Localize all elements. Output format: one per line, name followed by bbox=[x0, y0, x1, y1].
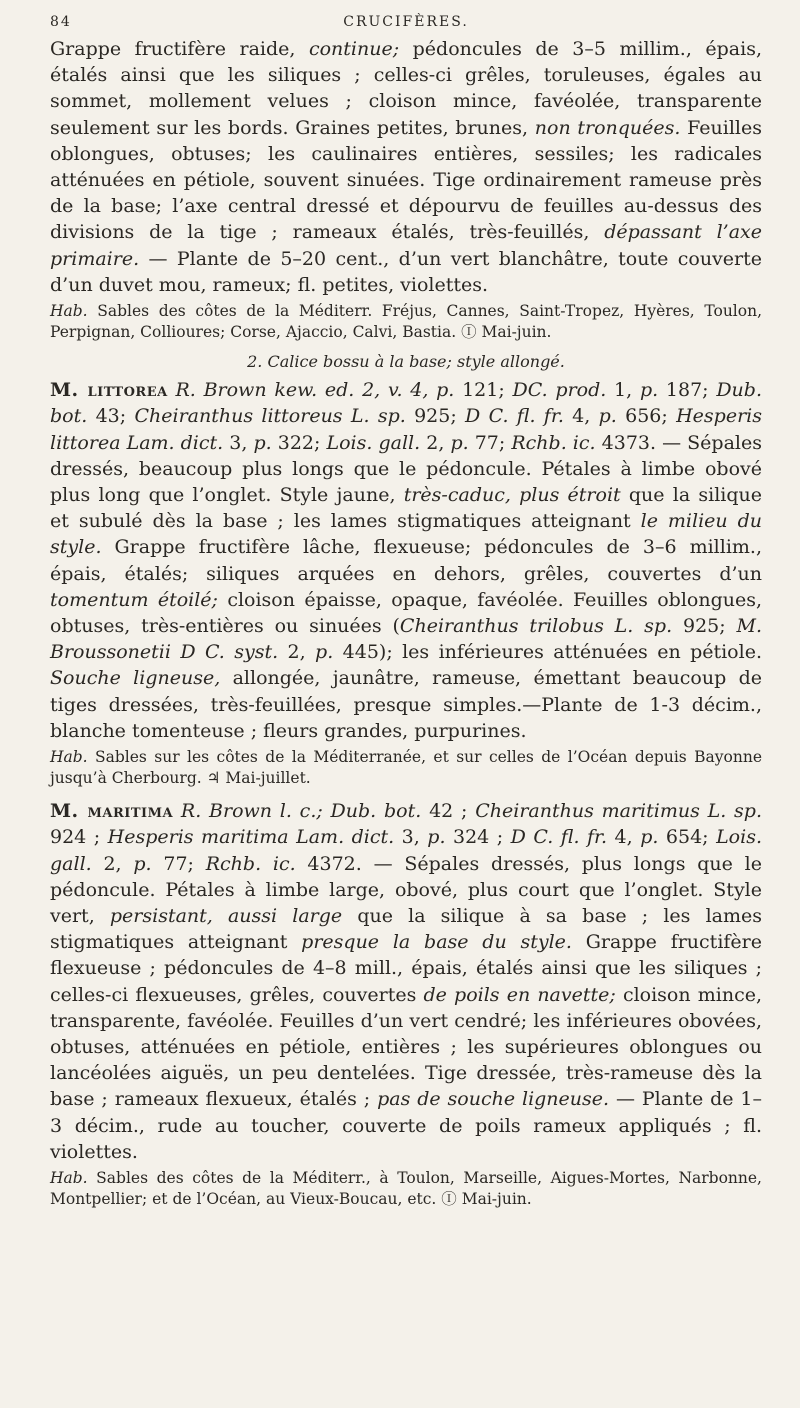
habitat-3: Hab. Sables des côtes de la Méditerr., à Toulon, Marseille, Aigues-Mortes, Narbonne, Montpellier; et de l’Océan, au Vieux-Boucau, etc. Ⓘ Mai-juin. bbox=[50, 1169, 762, 1208]
page-number: 84 bbox=[50, 14, 72, 30]
section-subheading: 2. Calice bossu à la base; style allongé. bbox=[247, 352, 565, 372]
species-name: maritima bbox=[87, 800, 174, 823]
species-entry-littorea: M. littorea R. Brown kew. ed. 2, v. 4, p. 121; DC. prod. 1, p. 187; Dub. bot. 43; Cheiranthus littoreus L. sp. 925; D C. fl. fr. 4, p. 656; Hesperis littorea Lam. dict. 3, p. 322; Lois. gall. 2, p. 77; Rchb. ic. 4373. — Sépales dressés, beaucoup plus longs que le pédoncule. Pétales à limbe obové plus long que l’onglet. Style jaune, très-caduc, plus étroit que la silique et subulé dès la base ; les lames stigmatiques atteignant le milieu du style. Grappe fructifère lâche, flexueuse; pédoncules de 3–6 millim., épais, étalés; siliques arquées en dehors, grêles, couvertes d’un tomentum étoilé; cloison épaisse, opaque, favéolée. Feuilles oblongues, obtuses, très-entières ou sinuées (Cheiranthus trilobus L. sp. 925; M. Broussonetii D C. syst. 2, p. 445); les inférieures atténuées en pétiole. Souche ligneuse, allongée, jaunâtre, rameuse, émettant beaucoup de tiges dressées, très-feuillées, presque simples.—Plante de 1-3 décim., blanche tomenteuse ; fleurs grandes, purpurines. bbox=[50, 379, 763, 742]
species-entry-maritima: M. maritima R. Brown l. c.; Dub. bot. 42 ; Cheiranthus maritimus L. sp. 924 ; Hesperis maritima Lam. dict. 3, p. 324 ; D C. fl. fr. 4, p. 654; Lois. gall. 2, p. 77; Rchb. ic. 4372. — Sépales dressés, plus longs que le pédoncule. Pétales à limbe large, obové, plus court que l’onglet. Style vert, persistant, aussi large que la silique à sa base ; les lames stigmatiques atteignant presque la base du style. Grappe fructifère flexueuse ; pédoncules de 4–8 mill., épais, étalés ainsi que les siliques ; celles-ci flexueuses, grêles, couvertes de poils en navette; cloison mince, transparente, favéolée. Feuilles d’un vert cendré; les inférieures obovées, obtuses, atténuées en pétiole, entières ; les supérieures oblongues ou lancéolées aiguës, un peu dentelées. Tige dressée, très-rameuse dès la base ; rameaux flexueux, étalés ; pas de souche ligneuse. — Plante de 1–3 décim., rude au toucher, couverte de poils rameux appliqués ; fl. violettes. bbox=[50, 800, 763, 1163]
habitat-2: Hab. Sables sur les côtes de la Méditerranée, et sur celles de l’Océan depuis Bayonne jusqu’à Cherbourg. ♃ Mai-juillet. bbox=[50, 748, 762, 787]
species-name: littorea bbox=[87, 379, 168, 402]
annual-symbol: Ⓘ bbox=[461, 322, 477, 341]
page-header bbox=[50, 10, 762, 36]
annual-symbol: Ⓘ bbox=[441, 1189, 457, 1208]
paragraph-description-1: Grappe fructifère raide, continue; pédoncules de 3–5 millim., épais, étalés ainsi que les siliques ; celles-ci grêles, toruleuses, égales au sommet, mollement velues ; cloison mince, favéolée, transparente seulement sur les bords. Graines petites, brunes, non tronquées. Feuilles oblongues, obtuses; les caulinaires entières, sessiles; les radicales atténuées en pétiole, souvent sinuées. Tige ordinairement rameuse près de la base; l’axe central dressé et dépourvu de feuilles au-dessus des divisions de la tige ; rameaux étalés, très-feuillés, dépassant l’axe primaire. — Plante de 5–20 cent., d’un vert blanchâtre, toute couverte d’un duvet mou, rameux; fl. petites, violettes. bbox=[50, 38, 762, 296]
perennial-symbol: ♃ bbox=[206, 768, 221, 787]
running-title: CRUCIFÈRES. bbox=[343, 14, 469, 30]
habitat-1: Hab. Sables des côtes de la Méditerr. Fréjus, Cannes, Saint-Tropez, Hyères, Toulon, Perpignan, Collioures; Corse, Ajaccio, Calvi, Bastia. Ⓘ Mai-juin. bbox=[50, 302, 762, 341]
